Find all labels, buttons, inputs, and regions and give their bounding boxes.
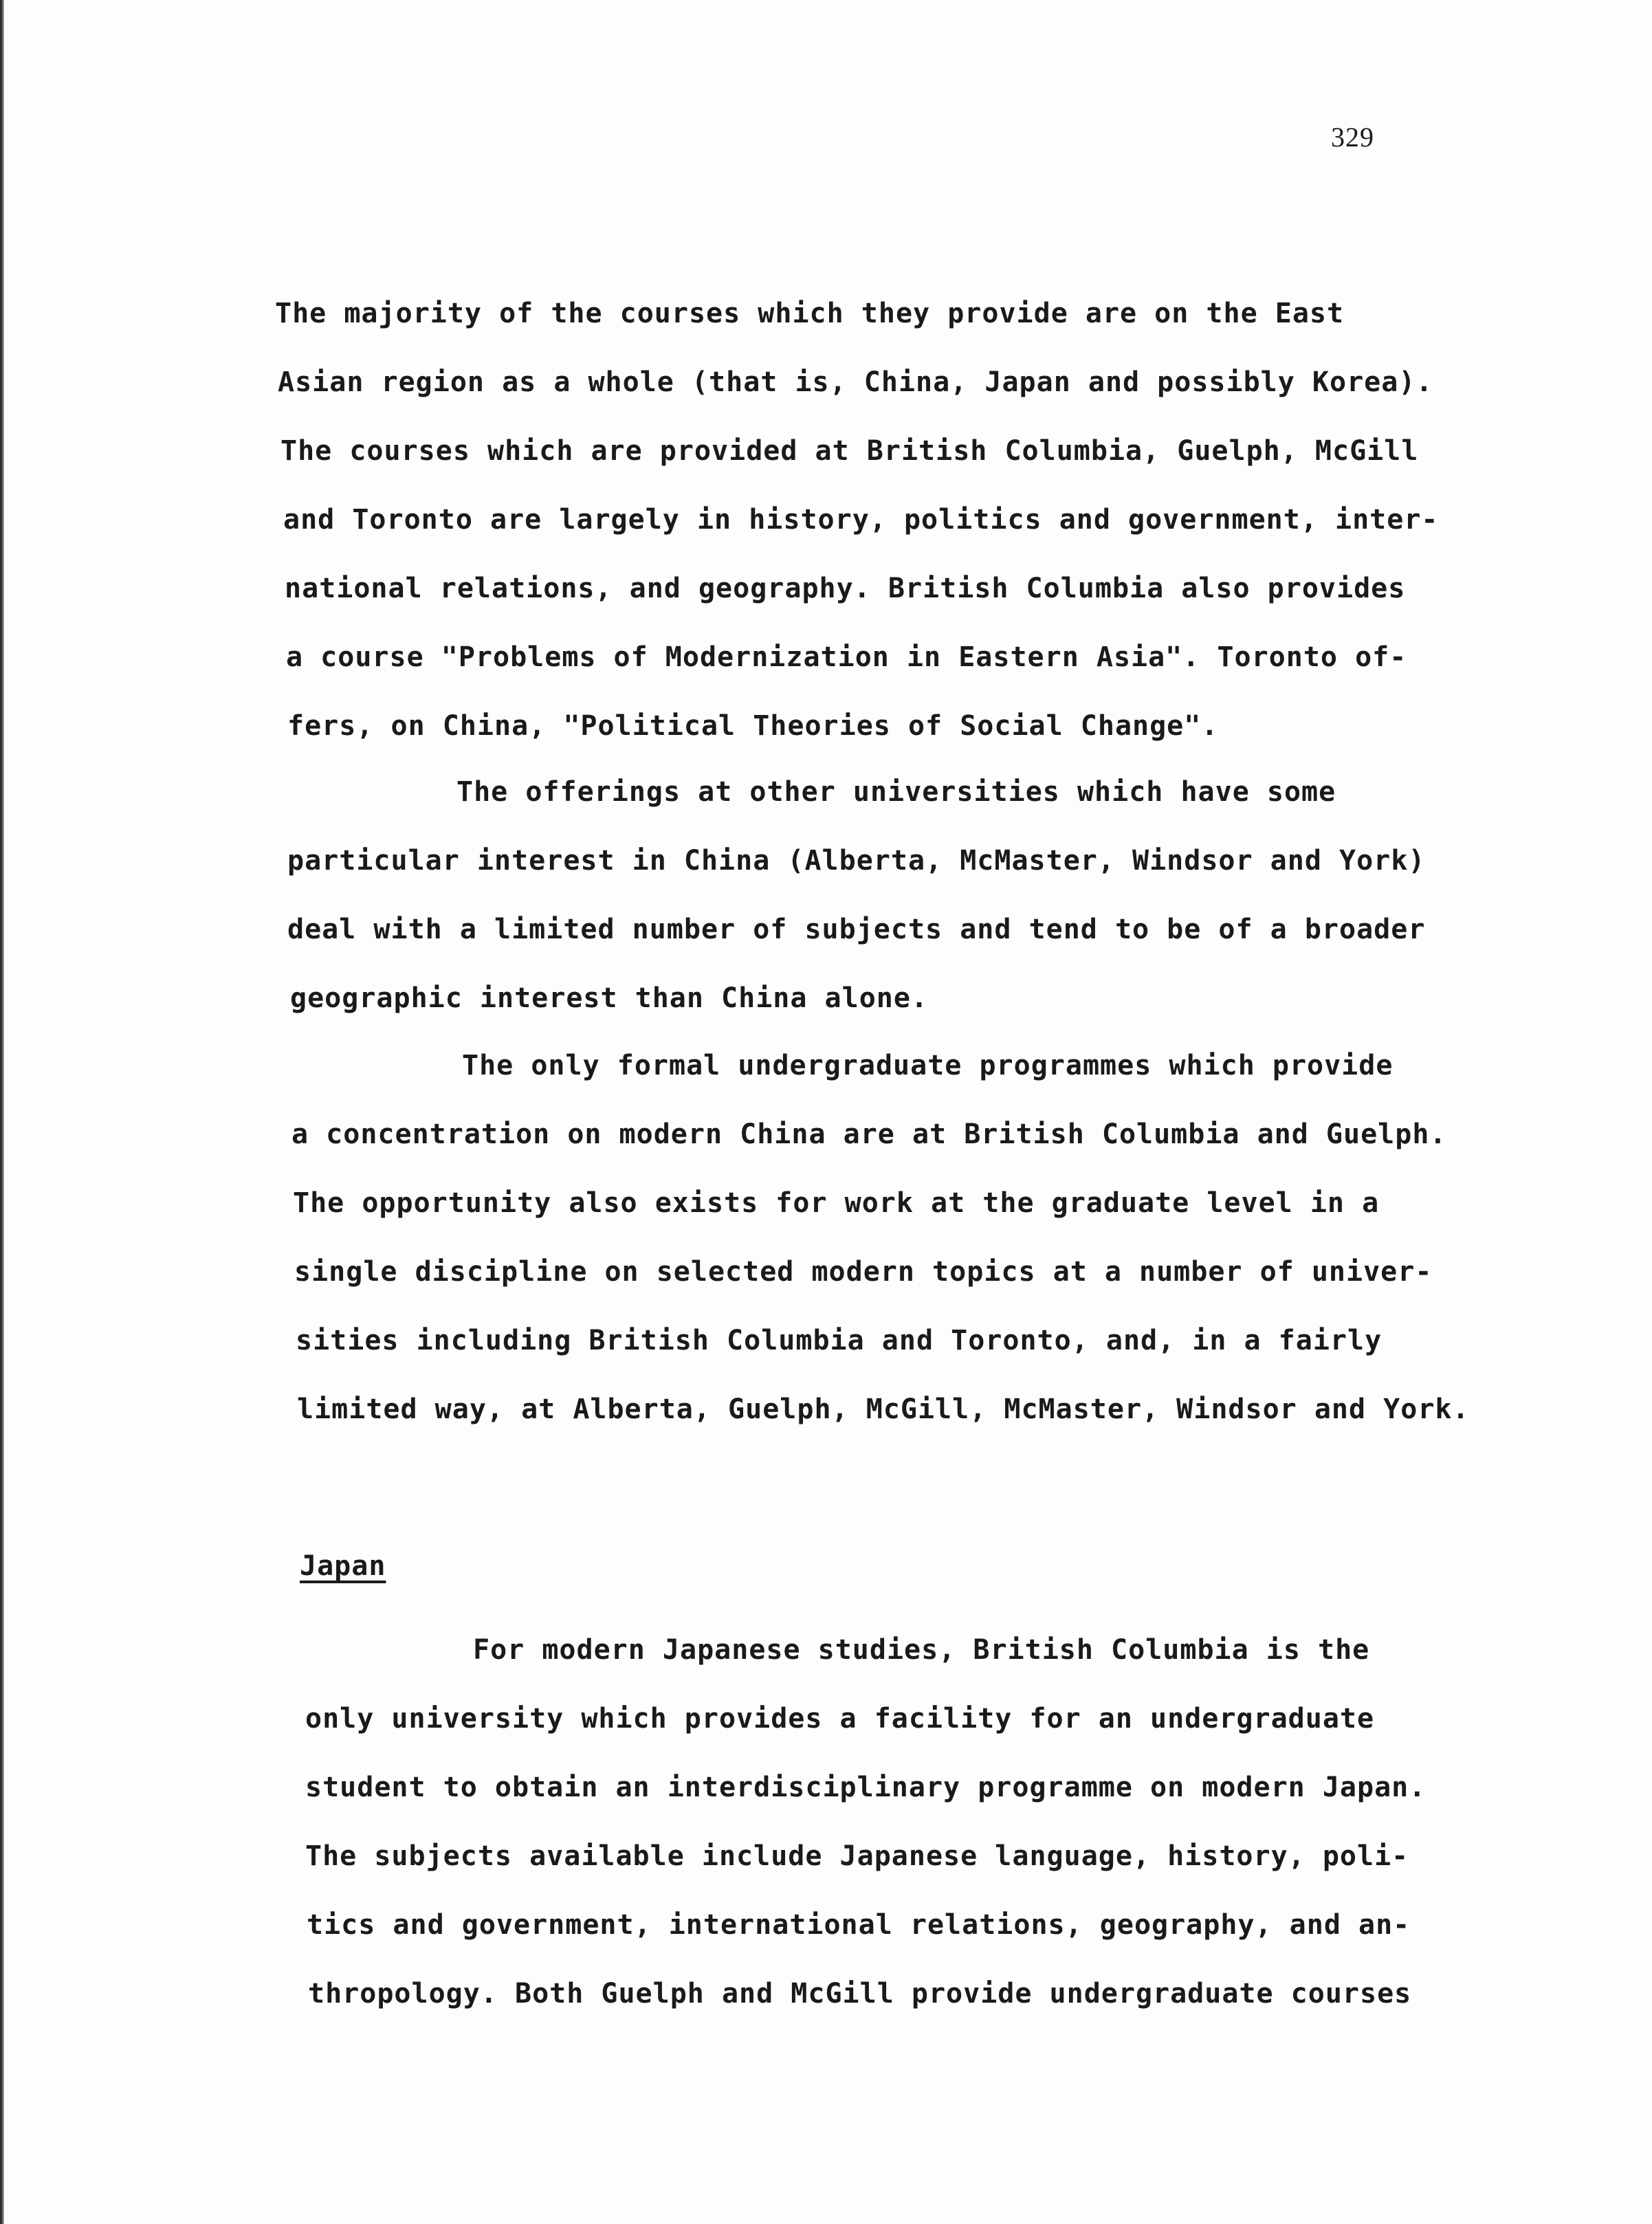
- paragraph-3-line-4: single discipline on selected modern topics at a number of univer-: [294, 1256, 1433, 1288]
- paragraph-1-line-6: a course "Problems of Modernization in Eastern Asia". Toronto of-: [286, 641, 1407, 673]
- japan-paragraph-line-1: For modern Japanese studies, British Columbia is the: [473, 1634, 1370, 1666]
- paragraph-1-line-7: fers, on China, "Political Theories of Social Change".: [287, 710, 1219, 742]
- japan-paragraph-line-4: The subjects available include Japanese language, history, poli-: [305, 1840, 1409, 1872]
- paragraph-3-line-5: sities including British Columbia and Toronto, and, in a fairly: [296, 1325, 1383, 1356]
- paragraph-2-line-1: The offerings at other universities which have some: [456, 776, 1336, 808]
- paragraph-1-line-3: The courses which are provided at British Columbia, Guelph, McGill: [280, 435, 1419, 467]
- section-heading-japan: Japan: [300, 1550, 386, 1582]
- paragraph-3-line-3: The opportunity also exists for work at the graduate level in a: [293, 1187, 1380, 1219]
- paragraph-3-line-2: a concentration on modern China are at British Columbia and Guelph.: [291, 1119, 1447, 1150]
- paragraph-1-line-1: The majority of the courses which they provide are on the East: [275, 298, 1345, 329]
- japan-paragraph-line-3: student to obtain an interdisciplinary programme on modern Japan.: [305, 1772, 1427, 1803]
- japan-paragraph-line-6: thropology. Both Guelph and McGill provide undergraduate courses: [308, 1978, 1412, 2010]
- paragraph-2-line-3: deal with a limited number of subjects and tend to be of a broader: [287, 914, 1426, 945]
- paragraph-1-line-2: Asian region as a whole (that is, China, Japan and possibly Korea).: [278, 366, 1433, 398]
- paragraph-3-line-1: The only formal undergraduate programmes which provide: [462, 1050, 1394, 1081]
- paragraph-2-line-2: particular interest in China (Alberta, McMaster, Windsor and York): [287, 845, 1426, 877]
- paragraph-1-line-5: national relations, and geography. British Columbia also provides: [285, 573, 1406, 604]
- paragraph-2-line-4: geographic interest than China alone.: [290, 982, 929, 1014]
- page-binding-edge: [0, 0, 4, 2224]
- page-number: 329: [1331, 122, 1374, 153]
- paragraph-3-line-6: limited way, at Alberta, Guelph, McGill, McMaster, Windsor and York.: [297, 1394, 1470, 1425]
- paragraph-1-line-4: and Toronto are largely in history, politics and government, inter-: [283, 504, 1439, 536]
- japan-paragraph-line-5: tics and government, international relations, geography, and an-: [307, 1909, 1411, 1941]
- japan-paragraph-line-2: only university which provides a facility for an undergraduate: [305, 1703, 1375, 1735]
